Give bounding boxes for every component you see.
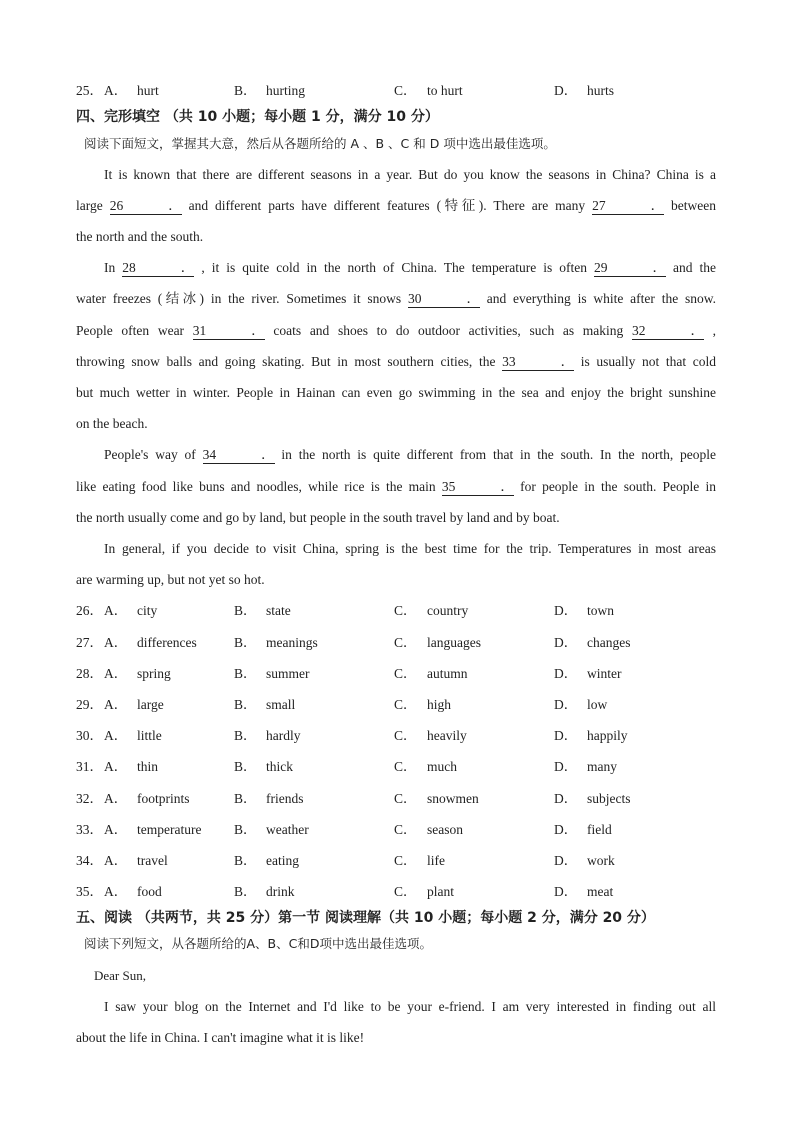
option-d-text[interactable]: low: [587, 697, 608, 712]
option-a-text[interactable]: large: [137, 697, 164, 712]
option-b-label: B．: [234, 603, 257, 618]
text: and different parts have different features (特征). There are many: [188, 198, 586, 213]
blank-33[interactable]: 33．: [502, 354, 575, 369]
option-c-text: to hurt: [427, 83, 463, 98]
option-a-text[interactable]: thin: [137, 759, 159, 774]
option-a-text[interactable]: spring: [137, 666, 171, 681]
option-d-text[interactable]: field: [587, 822, 612, 837]
option-c-label: C．: [394, 666, 417, 681]
option-d-label: D．: [554, 884, 578, 899]
option-a-text[interactable]: little: [137, 728, 162, 743]
option-c-label: C．: [394, 822, 417, 837]
option-b-text[interactable]: state: [266, 603, 291, 618]
option-c-label: C．: [394, 697, 417, 712]
text: and the: [673, 260, 717, 275]
option-a-label: A．: [104, 603, 128, 618]
option-c-label: C．: [394, 791, 417, 806]
option-d-label: D．: [554, 697, 578, 712]
option-b-text[interactable]: drink: [266, 884, 295, 899]
option-d-label: D．: [554, 666, 578, 681]
passage-line: but much wetter in winter. People in Hainan can even go swimming in the sea and enjoy the bright sunshine: [76, 385, 716, 400]
text: like eating food like buns and noodles, while rice is the main: [76, 479, 436, 494]
option-c-text[interactable]: country: [427, 603, 469, 618]
option-b-label: B．: [234, 697, 257, 712]
passage-line: about the life in China. I can't imagine what it is like!: [76, 1030, 365, 1045]
option-d-text[interactable]: subjects: [587, 791, 631, 806]
option-d-label: D．: [554, 635, 578, 650]
option-c-label: C．: [394, 603, 417, 618]
question-number: 30．: [76, 728, 103, 743]
option-b-text[interactable]: thick: [266, 759, 293, 774]
passage-line: [76, 321, 716, 341]
option-a-text[interactable]: differences: [137, 635, 197, 650]
option-a-label: A．: [104, 666, 128, 681]
option-a-label: A．: [104, 853, 128, 868]
option-b-label: B．: [234, 728, 257, 743]
option-b-label: B．: [234, 635, 257, 650]
blank-31[interactable]: 31．: [192, 323, 265, 338]
blank-29[interactable]: 29．: [594, 260, 666, 275]
option-c-label: C．: [394, 83, 417, 98]
option-c-text[interactable]: life: [427, 853, 445, 868]
option-c-text[interactable]: languages: [427, 635, 481, 650]
option-c-text[interactable]: high: [427, 697, 452, 712]
option-b-text[interactable]: summer: [266, 666, 310, 681]
option-a-label: A．: [104, 728, 128, 743]
option-b-text[interactable]: hardly: [266, 728, 301, 743]
text: People often wear: [76, 323, 185, 338]
section-4-instruction: 阅读下面短文，掌握其大意，然后从各题所给的 A 、B 、C 和 D 项中选出最佳选项。: [84, 136, 556, 151]
section-5-instruction: 阅读下列短文，从各题所给的A、B、C和D项中选出最佳选项。: [84, 936, 432, 951]
option-d-text[interactable]: many: [587, 759, 617, 774]
option-c-text[interactable]: autumn: [427, 666, 468, 681]
passage-line: I saw your blog on the Internet and I'd like to be your e-friend. I am very interested in finding out all: [104, 999, 716, 1014]
option-a-label: A．: [104, 759, 128, 774]
option-d-text[interactable]: town: [587, 603, 614, 618]
blank-30[interactable]: 30．: [407, 291, 480, 306]
option-c-label: C．: [394, 884, 417, 899]
option-c-text[interactable]: season: [427, 822, 463, 837]
option-d-label: D．: [554, 603, 578, 618]
option-d-text[interactable]: work: [587, 853, 615, 868]
option-c-label: C．: [394, 853, 417, 868]
option-b-text[interactable]: friends: [266, 791, 304, 806]
section-4-heading: 四、完形填空 （共 10 小题；每小题 1 分，满分 10 分）: [76, 109, 439, 125]
question-number: 26．: [76, 603, 103, 618]
text: People's way of: [104, 447, 196, 462]
option-b-label: B．: [234, 853, 257, 868]
option-b-label: B．: [234, 822, 257, 837]
option-a-text[interactable]: city: [137, 603, 158, 618]
passage-line: the north and the south.: [76, 229, 204, 244]
option-d-text[interactable]: changes: [587, 635, 631, 650]
option-a-text[interactable]: footprints: [137, 791, 190, 806]
text: large: [76, 198, 103, 213]
passage-line: [76, 352, 716, 372]
option-b-label: B．: [234, 759, 257, 774]
question-number: 31．: [76, 759, 103, 774]
blank-26[interactable]: 26．: [109, 198, 182, 213]
passage-line: [104, 258, 716, 278]
option-d-text: hurts: [587, 83, 614, 98]
text: in the north is quite different from that in the south. In the north, people: [281, 447, 717, 462]
question-number: 28．: [76, 666, 103, 681]
question-number: 27．: [76, 635, 103, 650]
text: coats and shoes to do outdoor activities, such as making: [273, 323, 624, 338]
option-c-label: C．: [394, 759, 417, 774]
letter-salutation: Dear Sun,: [94, 968, 146, 983]
passage-line: [104, 445, 716, 465]
blank-32[interactable]: 32．: [631, 323, 704, 338]
option-d-label: D．: [554, 83, 578, 98]
section-5-heading: 五、阅读 （共两节，共 25 分）第一节 阅读理解（共 10 小题；每小题 2 分，满分 20 分）: [76, 910, 655, 926]
question-number: 32．: [76, 791, 103, 806]
question-number: 34．: [76, 853, 103, 868]
text: is usually not that cold: [580, 354, 716, 369]
option-a-text[interactable]: temperature: [137, 822, 202, 837]
text: In: [104, 260, 116, 275]
passage-line: the north usually come and go by land, but people in the south travel by land and by boat.: [76, 510, 560, 525]
option-d-label: D．: [554, 853, 578, 868]
option-b-text[interactable]: weather: [266, 822, 309, 837]
option-d-text[interactable]: happily: [587, 728, 628, 743]
option-b-text[interactable]: small: [266, 697, 296, 712]
option-c-text[interactable]: snowmen: [427, 791, 479, 806]
option-b-label: B．: [234, 666, 257, 681]
option-a-text[interactable]: travel: [137, 853, 168, 868]
option-b-label: B．: [234, 791, 257, 806]
question-number: 29．: [76, 697, 103, 712]
option-c-text[interactable]: heavily: [427, 728, 467, 743]
blank-34[interactable]: 34．: [202, 447, 275, 462]
blank-35[interactable]: 35．: [441, 479, 514, 494]
passage-line: [76, 477, 716, 497]
option-d-text[interactable]: winter: [587, 666, 622, 681]
option-d-label: D．: [554, 791, 578, 806]
option-a-label: A．: [104, 791, 128, 806]
passage-line: on the beach.: [76, 416, 148, 431]
blank-28[interactable]: 28．: [122, 260, 195, 275]
passage-line: are warming up, but not yet so hot.: [76, 572, 265, 587]
option-d-text[interactable]: meat: [587, 884, 614, 899]
option-a-label: A．: [104, 635, 128, 650]
option-b-label: B．: [234, 884, 257, 899]
option-c-text[interactable]: much: [427, 759, 457, 774]
option-b-text[interactable]: eating: [266, 853, 299, 868]
passage-line: [76, 196, 716, 216]
option-b-text: hurting: [266, 83, 305, 98]
option-a-label: A．: [104, 83, 128, 98]
option-a-text[interactable]: food: [137, 884, 162, 899]
passage-line: [76, 289, 716, 309]
text: , it is quite cold in the north of China. The temperature is often: [201, 260, 587, 275]
question-number: 35．: [76, 884, 103, 899]
passage-line: In general, if you decide to visit China, spring is the best time for the trip. Temperatures in most areas: [104, 541, 716, 556]
question-number: 33．: [76, 822, 103, 837]
option-d-label: D．: [554, 759, 578, 774]
option-c-label: C．: [394, 635, 417, 650]
text: water freezes (结冰) in the river. Sometimes it snows: [76, 291, 402, 306]
option-c-text[interactable]: plant: [427, 884, 454, 899]
option-a-label: A．: [104, 822, 128, 837]
option-d-label: D．: [554, 728, 578, 743]
question-number: 25．: [76, 83, 103, 98]
text: ,: [712, 323, 716, 338]
passage-line: It is known that there are different seasons in a year. But do you know the seasons in China? China is a: [104, 167, 716, 182]
text: and everything is white after the snow.: [486, 291, 716, 306]
blank-27[interactable]: 27．: [592, 198, 665, 213]
text: between: [671, 198, 717, 213]
option-c-label: C．: [394, 728, 417, 743]
option-d-label: D．: [554, 822, 578, 837]
option-a-label: A．: [104, 884, 128, 899]
option-a-text: hurt: [137, 83, 159, 98]
option-a-label: A．: [104, 697, 128, 712]
text: throwing snow balls and going skating. But in most southern cities, the: [76, 354, 496, 369]
option-b-label: B．: [234, 83, 257, 98]
text: for people in the south. People in: [520, 479, 716, 494]
option-b-text[interactable]: meanings: [266, 635, 318, 650]
